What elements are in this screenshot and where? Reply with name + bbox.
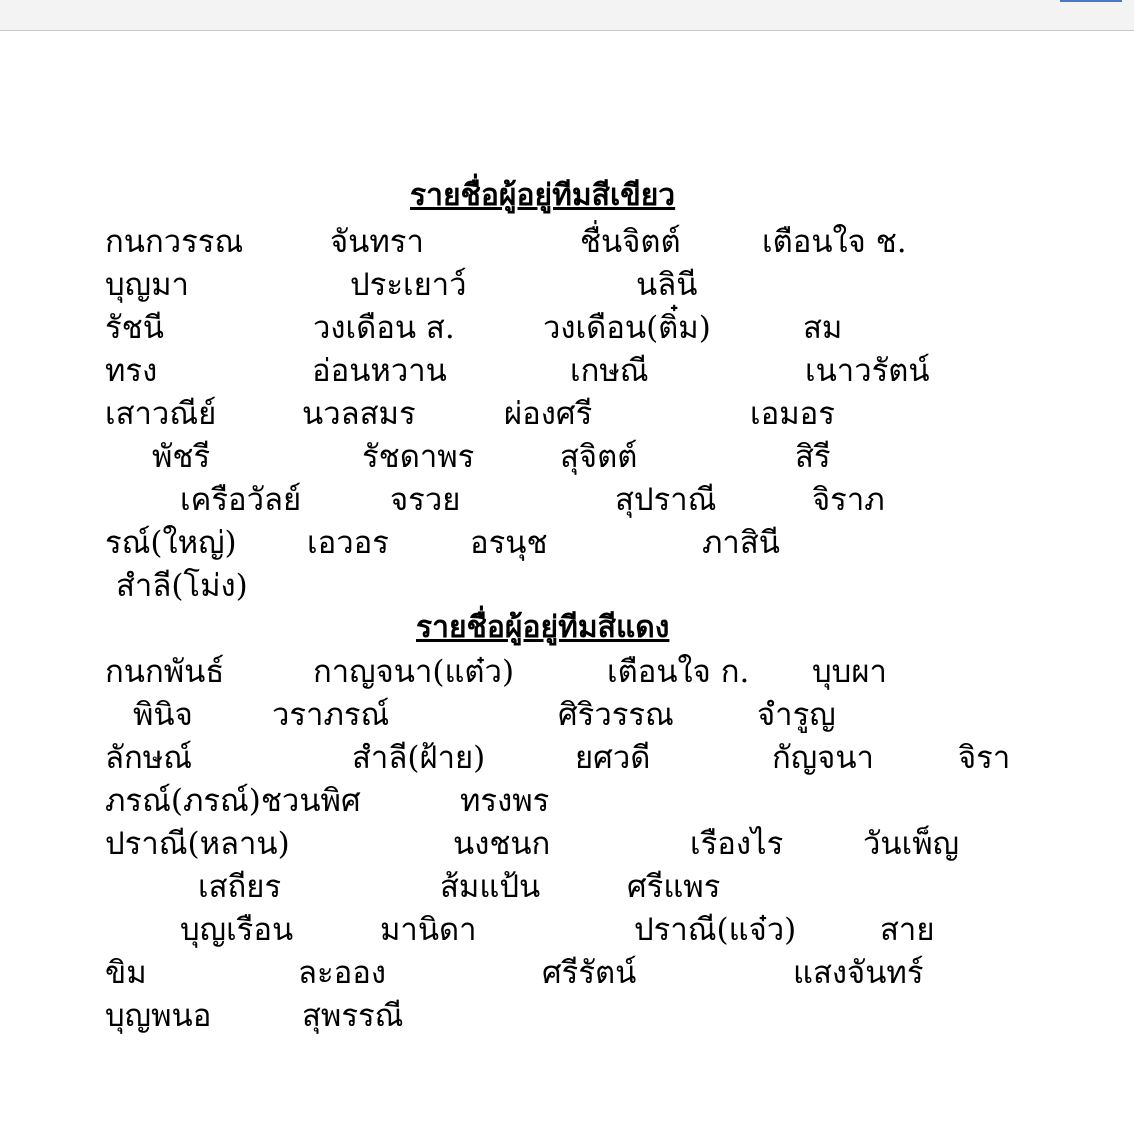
red-name: แสงจันทร์	[793, 955, 924, 991]
green-name: พัชรี	[152, 439, 211, 475]
green-name: เกษณี	[570, 353, 649, 389]
green-name: สุปราณี	[615, 482, 717, 518]
green-name: วงเดือน ส.	[313, 310, 455, 346]
red-name: ปราณี(หลาน)	[105, 826, 290, 862]
red-name: ศรีรัตน์	[542, 955, 637, 991]
red-name: ศรีแพร	[627, 869, 721, 905]
red-name: ละออง	[298, 955, 387, 991]
red-name: ภรณ์(ภรณ์)ชวนพิศ	[105, 783, 361, 819]
green-name: นลินี	[636, 267, 698, 303]
red-name: เตือนใจ ก.	[607, 654, 750, 690]
green-name: จันทรา	[330, 224, 424, 260]
green-name: สำลี(โม่ง)	[116, 568, 248, 604]
red-name: กาญจนา(แต๋ว)	[313, 654, 515, 690]
red-name: สำลี(ฝ้าย)	[352, 740, 486, 776]
red-team-title: รายชื่อผู้อยู่ทีมสีแดง	[416, 610, 670, 645]
green-name: รัชดาพร	[362, 439, 475, 475]
red-name: พินิจ	[133, 697, 193, 733]
red-name: ยศวดี	[575, 740, 651, 776]
red-name: สาย	[880, 912, 935, 948]
green-name: บุญมา	[105, 267, 189, 303]
red-name: เรืองไร	[690, 826, 784, 862]
red-name: ศิริวรรณ	[558, 697, 674, 733]
green-name: ชื่นจิตต์	[580, 224, 681, 260]
green-name: สม	[803, 310, 843, 346]
red-name: กนกพันธ์	[105, 654, 225, 690]
red-name: ทรงพร	[460, 783, 550, 819]
red-name: เสถียร	[198, 869, 282, 905]
green-name: นวลสมร	[302, 396, 416, 432]
red-name: วราภรณ์	[272, 697, 390, 733]
red-name: บุญเรือน	[180, 912, 294, 948]
red-name: บุบผา	[812, 654, 887, 690]
red-name: ขิม	[105, 955, 147, 991]
green-name: เตือนใจ ช.	[762, 224, 907, 260]
green-name: เสาวณีย์	[105, 396, 217, 432]
red-name: สุพรรณี	[302, 998, 404, 1034]
green-name: จิราภ	[812, 482, 885, 518]
red-name: กัญจนา	[772, 740, 874, 776]
red-name: วันเพ็ญ	[863, 826, 960, 862]
red-name: จำรูญ	[757, 697, 836, 733]
green-name: จรวย	[390, 482, 461, 518]
red-name: ปราณี(แจ๋ว)	[634, 912, 797, 948]
red-name: บุญพนอ	[105, 998, 212, 1034]
green-name: ภาสินี	[702, 525, 780, 561]
red-name: ลักษณ์	[105, 740, 192, 776]
green-name: รัชนี	[105, 310, 164, 346]
red-name: นงชนก	[453, 826, 551, 862]
green-name: สุจิตต์	[560, 439, 638, 475]
green-name: อรนุช	[470, 525, 548, 561]
green-name: สิรี	[795, 439, 831, 475]
red-name: จิรา	[958, 740, 1011, 776]
green-name: กนกวรรณ	[105, 224, 244, 260]
green-name: วงเดือน(ติ๋ม)	[543, 310, 711, 346]
green-name: รณ์(ใหญ่)	[105, 525, 237, 561]
green-name: เอมอร	[750, 396, 835, 432]
green-name: ประเยาว์	[350, 267, 467, 303]
green-name: เนาวรัตน์	[805, 353, 930, 389]
green-team-title: รายชื่อผู้อยู่ทีมสีเขียว	[410, 178, 676, 213]
green-name: ผ่องศรี	[504, 396, 593, 432]
red-name: มานิดา	[380, 912, 477, 948]
red-name: ส้มแป้น	[440, 869, 541, 905]
green-name: เครือวัลย์	[180, 482, 302, 518]
green-name: เอวอร	[307, 525, 389, 561]
green-name: อ่อนหวาน	[312, 353, 447, 389]
green-name: ทรง	[105, 353, 158, 389]
